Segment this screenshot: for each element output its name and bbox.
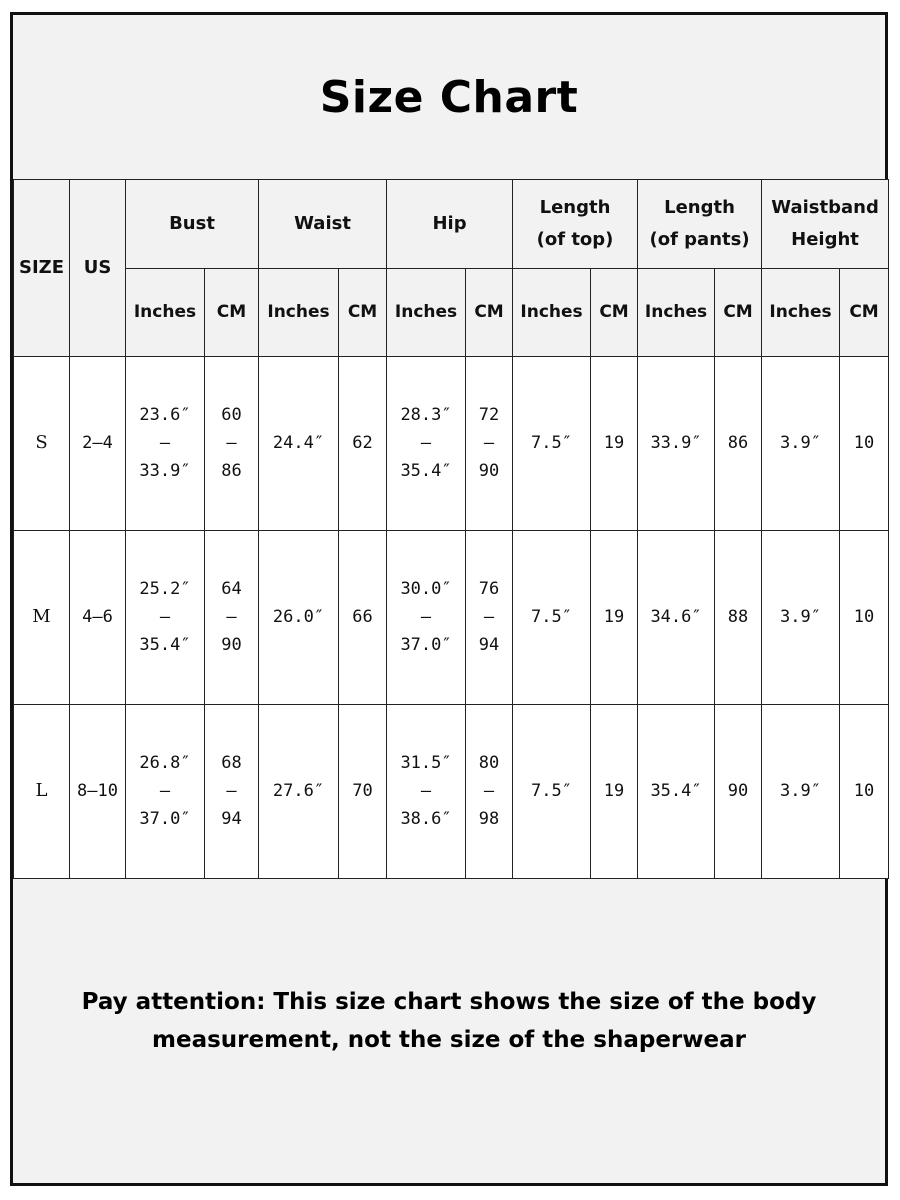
range-min: 72 <box>478 405 500 426</box>
range-dash: – <box>159 607 171 628</box>
range-dash: – <box>226 607 237 628</box>
range-min: 26.8″ <box>139 753 191 774</box>
top-length-cm-cell: 19 <box>591 704 638 878</box>
waistband-inches-cell: 3.9″ <box>762 357 840 531</box>
unit-header: CM <box>715 268 762 357</box>
hip-inches-cell <box>387 357 466 531</box>
hip-inches-cell <box>387 530 466 704</box>
top-length-inches-cell: 7.5″ <box>513 704 591 878</box>
range-max: 38.6″ <box>400 809 452 830</box>
bust-cm-cell <box>205 704 259 878</box>
title-area <box>13 15 885 179</box>
pants-length-cm-cell: 86 <box>715 357 762 531</box>
range-dash: – <box>420 781 432 802</box>
table-row <box>14 704 889 878</box>
size-cell: L <box>14 704 70 878</box>
table-row <box>14 530 889 704</box>
range-max: 37.0″ <box>400 635 452 656</box>
bust-inches-cell <box>126 530 205 704</box>
waist-inches-cell: 26.0″ <box>259 530 339 704</box>
waist-inches-cell: 27.6″ <box>259 704 339 878</box>
header-row-groups <box>14 180 889 269</box>
pants-length-cm-cell: 88 <box>715 530 762 704</box>
attention-note-line-1: Pay attention: This size chart shows the size of the body <box>81 989 817 1015</box>
range-dash: – <box>226 433 237 454</box>
header-size: SIZE <box>14 180 70 357</box>
us-cell: 2–4 <box>70 357 126 531</box>
size-cell: S <box>14 357 70 531</box>
us-cell: 4–6 <box>70 530 126 704</box>
header-length-pants <box>638 180 762 269</box>
pants-length-cm-cell: 90 <box>715 704 762 878</box>
range-min: 64 <box>221 579 242 600</box>
unit-header: CM <box>339 268 387 357</box>
pants-length-inches-cell: 35.4″ <box>638 704 715 878</box>
header-row-units <box>14 268 889 357</box>
unit-header: CM <box>840 268 889 357</box>
range-dash: – <box>420 607 432 628</box>
page-title: Size Chart <box>319 71 579 123</box>
bust-cm-cell <box>205 357 259 531</box>
range-dash: – <box>159 781 171 802</box>
header-bust <box>126 180 259 269</box>
hip-inches-cell <box>387 704 466 878</box>
header-waist <box>259 180 387 269</box>
range-dash: – <box>420 433 432 454</box>
range-max: 35.4″ <box>139 635 191 656</box>
top-length-inches-cell: 7.5″ <box>513 530 591 704</box>
size-chart-frame <box>10 12 888 1186</box>
range-dash: – <box>483 607 495 628</box>
unit-header: CM <box>205 268 259 357</box>
range-min: 30.0″ <box>400 579 452 600</box>
range-min: 60 <box>221 405 242 426</box>
header-us: US <box>70 180 126 357</box>
top-length-cm-cell: 19 <box>591 357 638 531</box>
waist-cm-cell: 70 <box>339 704 387 878</box>
header-bust-label: Bust <box>169 212 215 234</box>
attention-note-line-2: measurement, not the size of the shaperwear <box>152 1027 746 1053</box>
header-hip <box>387 180 513 269</box>
hip-cm-cell <box>466 704 513 878</box>
hip-cm-cell <box>466 530 513 704</box>
waist-cm-cell: 66 <box>339 530 387 704</box>
waist-cm-cell: 62 <box>339 357 387 531</box>
header-waist-label: Waist <box>294 212 351 234</box>
unit-header: Inches <box>513 268 591 357</box>
range-max: 98 <box>478 809 500 830</box>
range-max: 94 <box>478 635 500 656</box>
unit-header: Inches <box>762 268 840 357</box>
range-dash: – <box>226 781 237 802</box>
unit-header: Inches <box>638 268 715 357</box>
waist-inches-cell: 24.4″ <box>259 357 339 531</box>
bust-inches-cell <box>126 357 205 531</box>
waistband-cm-cell: 10 <box>840 357 889 531</box>
table-row <box>14 357 889 531</box>
range-max: 94 <box>221 809 242 830</box>
top-length-cm-cell: 19 <box>591 530 638 704</box>
unit-header: CM <box>591 268 638 357</box>
range-dash: – <box>483 433 495 454</box>
unit-header: Inches <box>387 268 466 357</box>
header-waistband-height <box>762 180 889 269</box>
top-length-inches-cell: 7.5″ <box>513 357 591 531</box>
size-cell: M <box>14 530 70 704</box>
waistband-cm-cell: 10 <box>840 530 889 704</box>
range-min: 80 <box>478 753 500 774</box>
waistband-inches-cell: 3.9″ <box>762 530 840 704</box>
range-min: 31.5″ <box>400 753 452 774</box>
header-hip-label: Hip <box>432 212 467 234</box>
range-max: 86 <box>221 461 242 482</box>
unit-header: Inches <box>126 268 205 357</box>
range-min: 23.6″ <box>139 405 191 426</box>
waistband-inches-cell: 3.9″ <box>762 704 840 878</box>
bust-cm-cell <box>205 530 259 704</box>
range-max: 37.0″ <box>139 809 191 830</box>
header-length-pants-label: Length (of pants) <box>649 196 750 250</box>
us-cell: 8–10 <box>70 704 126 878</box>
pants-length-inches-cell: 34.6″ <box>638 530 715 704</box>
waistband-cm-cell: 10 <box>840 704 889 878</box>
range-dash: – <box>159 433 171 454</box>
range-min: 28.3″ <box>400 405 452 426</box>
attention-note <box>13 983 885 1059</box>
range-min: 25.2″ <box>139 579 191 600</box>
range-max: 33.9″ <box>139 461 191 482</box>
range-min: 76 <box>478 579 500 600</box>
pants-length-inches-cell: 33.9″ <box>638 357 715 531</box>
range-max: 35.4″ <box>400 461 452 482</box>
size-table <box>13 179 889 879</box>
unit-header: CM <box>466 268 513 357</box>
header-length-top <box>513 180 638 269</box>
hip-cm-cell <box>466 357 513 531</box>
header-length-top-label: Length (of top) <box>536 196 614 250</box>
range-max: 90 <box>478 461 500 482</box>
bust-inches-cell <box>126 704 205 878</box>
header-waistband-label: Waistband Height <box>771 196 879 250</box>
unit-header: Inches <box>259 268 339 357</box>
range-dash: – <box>483 781 495 802</box>
range-max: 90 <box>221 635 242 656</box>
range-min: 68 <box>221 753 242 774</box>
